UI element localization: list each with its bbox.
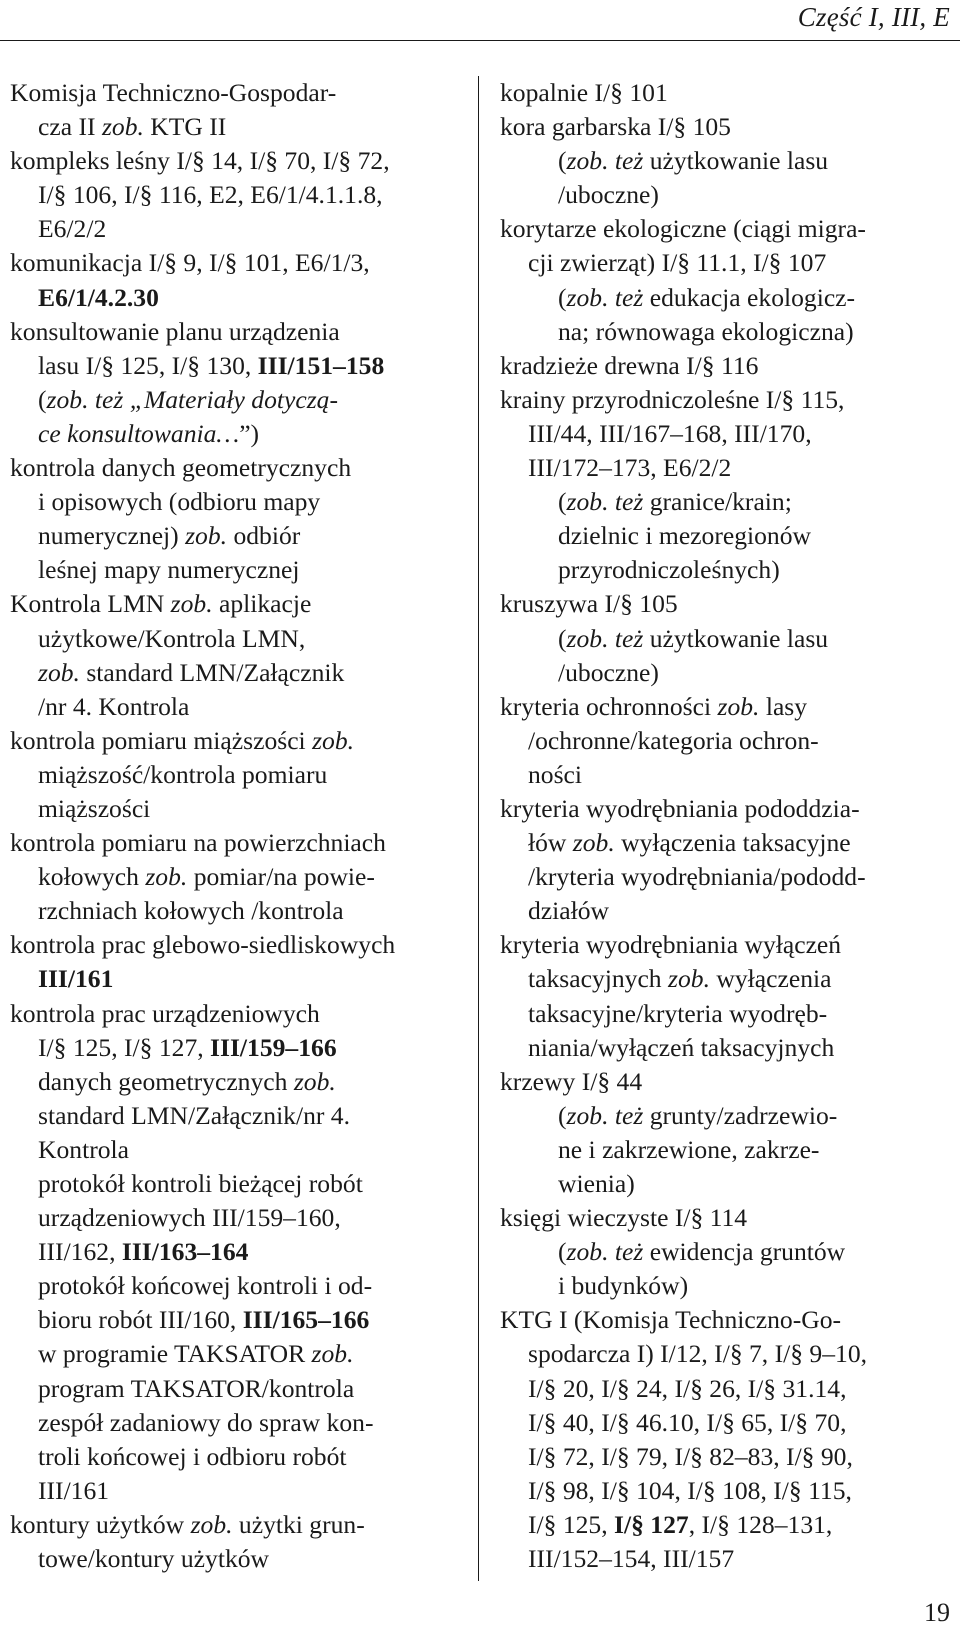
index-line (10, 690, 465, 724)
index-text: zob. też (566, 1237, 644, 1267)
index-text: grunty/zadrzewio- (643, 1100, 838, 1130)
index-text: kontrola prac glebowo-siedliskowych (10, 930, 396, 960)
index-text: lasy (759, 691, 808, 721)
index-text: , I/§ 128–131, (688, 1509, 833, 1539)
index-line (500, 178, 955, 212)
index-text: działów (528, 896, 610, 926)
index-text: zob. (185, 521, 228, 551)
index-line (500, 997, 955, 1031)
index-line (500, 451, 955, 485)
index-text: ( (38, 384, 47, 414)
index-line (500, 724, 955, 758)
index-line (500, 928, 955, 962)
index-line (500, 76, 955, 110)
index-text: /kryteria wyodrębniania/pododd- (528, 862, 866, 892)
index-text: I/§ 125, (528, 1509, 615, 1539)
index-line (10, 1406, 465, 1440)
column-divider (478, 76, 479, 1581)
index-line (500, 622, 955, 656)
page-number: 19 (924, 1598, 950, 1627)
index-text: leśnej mapy numerycznej (38, 555, 300, 585)
index-text: kruszywa I/§ 105 (500, 589, 678, 619)
index-line (10, 1065, 465, 1099)
index-column-right (500, 76, 955, 1576)
index-text: standard LMN/Załącznik/nr 4. (38, 1100, 350, 1130)
index-line (10, 1133, 465, 1167)
index-text: zob. (311, 1339, 354, 1369)
index-line (10, 656, 465, 690)
index-text: danych geometrycznych (38, 1066, 294, 1096)
index-text: odbiór (227, 521, 301, 551)
index-text: łów (528, 828, 573, 858)
index-text: zob. (170, 589, 213, 619)
index-line (10, 962, 465, 996)
index-text: /nr 4. Kontrola (38, 691, 190, 721)
index-text: kryteria ochronności (500, 691, 718, 721)
index-text: krainy przyrodniczoleśne I/§ 115, (500, 384, 845, 414)
index-line (10, 860, 465, 894)
index-line (500, 690, 955, 724)
index-text: na; równowaga ekologiczna) (558, 316, 854, 346)
index-text: ( (558, 1237, 567, 1267)
index-text: ewidencja gruntów (643, 1237, 846, 1267)
index-line (500, 1508, 955, 1542)
index-line (10, 1542, 465, 1576)
index-text: zob. (145, 862, 188, 892)
index-text: I/§ 20, I/§ 24, I/§ 26, I/§ 31.14, (528, 1373, 847, 1403)
index-line (10, 315, 465, 349)
index-text: III/44, III/167–168, III/170, (528, 418, 812, 448)
index-line (500, 1372, 955, 1406)
index-text: wyłączenia taksacyjne (614, 828, 851, 858)
index-line (10, 1201, 465, 1235)
index-text: I/§ 106, I/§ 116, E2, E6/1/4.1.1.8, (38, 180, 383, 210)
index-text: zob. też (566, 487, 644, 517)
index-text: KTG II (143, 112, 227, 142)
index-line (10, 383, 465, 417)
index-text: I/§ 40, I/§ 46.10, I/§ 65, I/§ 70, (528, 1407, 847, 1437)
index-text: kontrola danych geometrycznych (10, 453, 352, 483)
index-text: ce konsultowania… (38, 418, 240, 448)
index-line (500, 1269, 955, 1303)
index-line (10, 1303, 465, 1337)
index-text: I/§ 127 (614, 1509, 689, 1539)
index-line (500, 1031, 955, 1065)
index-line (10, 1031, 465, 1065)
index-text: i opisowych (odbioru mapy (38, 487, 321, 517)
index-line (10, 485, 465, 519)
header-rule (0, 40, 960, 41)
index-text: III/163–164 (121, 1237, 249, 1267)
index-text: cza II (38, 112, 102, 142)
index-line (10, 1167, 465, 1201)
index-text: ne i zakrzewione, zakrze- (558, 1134, 820, 1164)
index-line (500, 1099, 955, 1133)
index-line (500, 553, 955, 587)
index-text: Kontrola LMN (10, 589, 171, 619)
index-line (500, 962, 955, 996)
index-text: III/159–166 (210, 1032, 337, 1062)
index-text: III/152–154, III/157 (528, 1544, 735, 1574)
index-text: III/161 (38, 1475, 110, 1505)
index-text: III/151–158 (257, 350, 385, 380)
index-text: użytkowanie lasu (643, 623, 829, 653)
index-line (10, 997, 465, 1031)
index-text: III/165–166 (242, 1305, 370, 1335)
index-text: niania/wyłączeń taksacyjnych (528, 1032, 835, 1062)
index-line (500, 315, 955, 349)
index-line (10, 144, 465, 178)
index-line (10, 724, 465, 758)
index-line (500, 1474, 955, 1508)
index-text: bioru robót III/160, (38, 1305, 243, 1335)
index-text: zob. (293, 1066, 336, 1096)
index-text: E6/2/2 (38, 214, 107, 244)
index-text: granice/krain; (643, 487, 792, 517)
index-text: kryteria wyodrębniania wyłączeń (500, 930, 842, 960)
index-text: korytarze ekologiczne (ciągi migra- (500, 214, 866, 244)
index-line (500, 1406, 955, 1440)
index-text: kompleks leśny I/§ 14, I/§ 70, I/§ 72, (10, 146, 390, 176)
index-line (500, 826, 955, 860)
index-text: cji zwierząt) I/§ 11.1, I/§ 107 (528, 248, 827, 278)
index-line (10, 519, 465, 553)
index-text: zob. (668, 964, 710, 994)
index-line (500, 1542, 955, 1576)
index-line (500, 758, 955, 792)
index-text: zob. (572, 828, 615, 858)
index-text: kryteria wyodrębniania pododdzia- (500, 793, 860, 823)
index-text: taksacyjne/kryteria wyodręb- (528, 998, 828, 1028)
index-text: pomiar/na powie- (187, 862, 375, 892)
index-line (500, 894, 955, 928)
index-text: spodarcza I) I/12, I/§ 7, I/§ 9–10, (528, 1339, 868, 1369)
index-text: rzchniach kołowych /kontrola (38, 896, 344, 926)
index-text: /uboczne) (558, 180, 659, 210)
index-line (10, 1235, 465, 1269)
index-text: protokół końcowej kontroli i od- (38, 1271, 373, 1301)
index-line (500, 656, 955, 690)
index-line (10, 894, 465, 928)
index-line (500, 349, 955, 383)
index-line (10, 349, 465, 383)
index-text: komunikacja I/§ 9, I/§ 101, E6/1/3, (10, 248, 370, 278)
index-text: zob. (717, 691, 760, 721)
index-line (10, 758, 465, 792)
index-text: zob. (190, 1509, 233, 1539)
index-text: zob. (101, 112, 144, 142)
index-text: zob. też (566, 146, 644, 176)
running-head: Część I, III, E (797, 2, 950, 32)
index-text: wienia) (558, 1169, 635, 1198)
index-line (500, 485, 955, 519)
index-text: kontrola prac urządzeniowych (10, 998, 320, 1028)
index-line (10, 178, 465, 212)
index-text: /ochronne/kategoria ochron- (528, 725, 819, 755)
index-text: dzielnic i mezoregionów (558, 521, 812, 551)
index-text: kontury użytków (10, 1509, 191, 1539)
index-line (10, 246, 465, 280)
index-text: troli końcowej i odbioru robót (38, 1441, 347, 1471)
index-line (500, 1337, 955, 1371)
index-line (10, 1372, 465, 1406)
index-text: ności (528, 759, 583, 789)
index-text: kołowych (38, 862, 146, 892)
index-text: ( (558, 623, 567, 653)
index-line (10, 622, 465, 656)
index-line (500, 1303, 955, 1337)
index-column-left (10, 76, 465, 1576)
index-line (10, 928, 465, 962)
index-line (500, 1235, 955, 1269)
index-text: Kontrola (38, 1134, 129, 1164)
index-text: ( (558, 282, 567, 312)
index-text: kontrola pomiaru miąższości (10, 725, 313, 755)
index-text: konsultowanie planu urządzenia (10, 316, 340, 346)
index-text: użytkowe/Kontrola LMN, (38, 623, 306, 653)
index-text: III/172–173, E6/2/2 (528, 453, 732, 483)
index-text: przyrodniczoleśnych) (558, 555, 780, 585)
index-line (500, 587, 955, 621)
index-text: standard LMN/Załącznik (79, 657, 345, 687)
index-text: taksacyjnych (528, 964, 669, 994)
index-text: zob. też „Materiały dotyczą- (46, 384, 338, 414)
index-line (500, 110, 955, 144)
index-line (10, 451, 465, 485)
index-line (10, 417, 465, 451)
index-text: użytki grun- (232, 1509, 365, 1539)
index-text: zob. też (566, 623, 644, 653)
index-text: miąższości (38, 793, 151, 823)
index-text: /uboczne) (558, 657, 659, 687)
index-text: kora garbarska I/§ 105 (500, 112, 731, 142)
index-text: I/§ 125, I/§ 127, (38, 1032, 211, 1062)
index-line (10, 1269, 465, 1303)
index-text: i budynków) (558, 1271, 689, 1301)
index-text: wyłączenia (709, 964, 832, 994)
index-text: krzewy I/§ 44 (500, 1066, 643, 1096)
index-text: lasu I/§ 125, I/§ 130, (38, 350, 258, 380)
index-text: zob. też (566, 282, 644, 312)
index-line (10, 826, 465, 860)
index-line (500, 792, 955, 826)
index-line (10, 587, 465, 621)
index-text: E6/1/4.2.30 (38, 282, 159, 312)
index-text: w programie TAKSATOR (38, 1339, 312, 1369)
index-line (10, 76, 465, 110)
index-line (500, 246, 955, 280)
index-line (10, 110, 465, 144)
index-line (500, 1133, 955, 1167)
index-text: Komisja Techniczno-Gospodar- (10, 78, 337, 107)
index-text: numerycznej) (38, 521, 186, 551)
index-text: III/161 (38, 964, 114, 994)
index-line (500, 383, 955, 417)
index-line (500, 519, 955, 553)
index-line (10, 281, 465, 315)
index-line (10, 1440, 465, 1474)
index-text: urządzeniowych III/159–160, (38, 1203, 341, 1233)
index-text: KTG I (Komisja Techniczno-Go- (500, 1305, 842, 1335)
index-text: zespół zadaniowy do spraw kon- (38, 1407, 374, 1437)
index-text: kontrola pomiaru na powierzchniach (10, 828, 386, 858)
index-line (500, 1201, 955, 1235)
index-text: I/§ 72, I/§ 79, I/§ 82–83, I/§ 90, (528, 1441, 853, 1471)
index-text: I/§ 98, I/§ 104, I/§ 108, I/§ 115, (528, 1475, 852, 1505)
index-text: ( (558, 487, 567, 517)
index-line (500, 144, 955, 178)
index-text: towe/kontury użytków (38, 1544, 270, 1574)
index-text: księgi wieczyste I/§ 114 (500, 1203, 748, 1233)
index-text: ( (558, 1100, 567, 1130)
index-text: III/162, (38, 1237, 122, 1267)
index-text: zob. też (566, 1100, 644, 1130)
index-text: program TAKSATOR/kontrola (38, 1373, 355, 1403)
index-line (500, 1440, 955, 1474)
index-line (10, 553, 465, 587)
index-line (500, 860, 955, 894)
index-text: edukacja ekologicz- (643, 282, 856, 312)
index-line (500, 1065, 955, 1099)
index-text: kopalnie I/§ 101 (500, 78, 668, 107)
index-text: aplikacje (212, 589, 312, 619)
index-line (10, 1508, 465, 1542)
index-line (10, 1337, 465, 1371)
index-text: protokół kontroli bieżącej robót (38, 1169, 363, 1198)
index-line (10, 1099, 465, 1133)
index-line (10, 1474, 465, 1508)
index-text: ( (558, 146, 567, 176)
index-text: miąższość/kontrola pomiaru (38, 759, 328, 789)
index-line (10, 792, 465, 826)
index-line (500, 1167, 955, 1201)
index-line (10, 212, 465, 246)
index-text: użytkowanie lasu (643, 146, 829, 176)
index-text: kradzieże drewna I/§ 116 (500, 350, 759, 380)
index-text: zob. (312, 725, 355, 755)
index-line (500, 417, 955, 451)
index-line (500, 281, 955, 315)
index-text: zob. (38, 657, 80, 687)
index-text: ”) (239, 418, 260, 448)
index-line (500, 212, 955, 246)
